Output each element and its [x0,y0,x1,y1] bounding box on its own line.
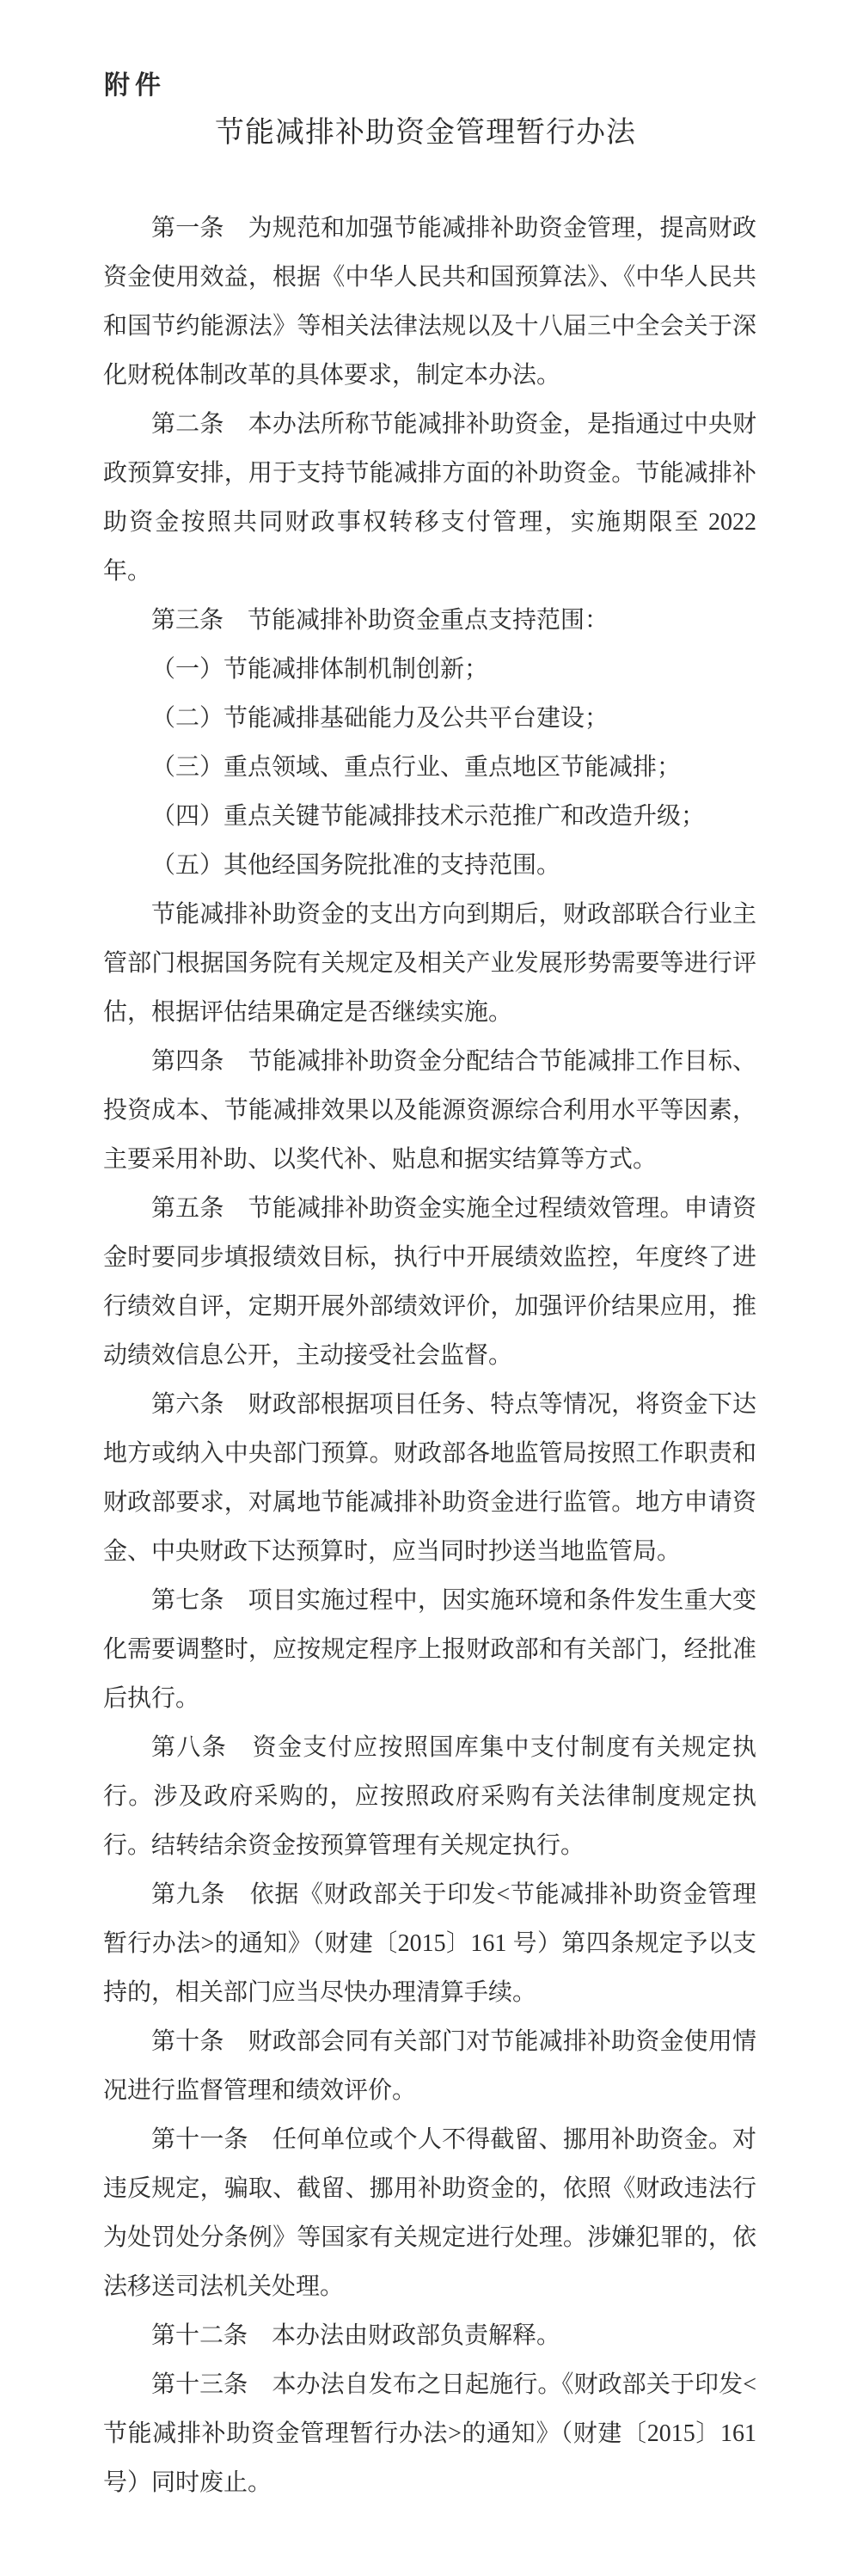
doc-paragraph-item-5: （五）其他经国务院批准的支持范围。 [151,852,561,879]
doc-paragraph-item-4: （四）重点关键节能减排技术示范推广和改造升级； [151,803,706,830]
doc-paragraph-article-3-cont: 节能减排补助资金的支出方向到期后，财政部联合行业主管部门根据国务院有关规定及相关产业发展形势需要等进行评估，根据评估结果确定是否继续实施。 [103,901,756,1026]
doc-paragraph-article-5: 第五条 节能减排补助资金实施全过程绩效管理。申请资金时要同步填报绩效目标，执行中开展绩效监控，年度终了进行绩效自评，定期开展外部绩效评价，加强评价结果应用，推动绩效信息公开，主动接受社会监督。 [103,1195,756,1369]
doc-paragraph-article-9: 第九条 依据《财政部关于印发<节能减排补助资金管理暂行办法>的通知》（财建〔2015〕161 号）第四条规定予以支持的，相关部门应当尽快办理清算手续。 [103,1881,756,2006]
document-body [103,204,756,2507]
doc-paragraph-item-2: （二）节能减排基础能力及公共平台建设； [151,705,609,732]
attachment-label: 附件 [104,71,166,100]
doc-paragraph-article-2: 第二条 本办法所称节能减排补助资金，是指通过中央财政预算安排，用于支持节能减排方面的补助资金。节能减排补助资金按照共同财政事权转移支付管理，实施期限至 2022 年。 [103,411,756,585]
doc-paragraph-article-8: 第八条 资金支付应按照国库集中支付制度有关规定执行。涉及政府采购的，应按照政府采购有关法律制度规定执行。结转结余资金按预算管理有关规定执行。 [103,1734,756,1859]
doc-paragraph-article-13: 第十三条 本办法自发布之日起施行。《财政部关于印发<节能减排补助资金管理暂行办法>的通知》（财建〔2015〕161 号）同时废止。 [103,2371,756,2496]
doc-paragraph-article-10: 第十条 财政部会同有关部门对节能减排补助资金使用情况进行监督管理和绩效评价。 [103,2028,756,2104]
doc-paragraph-article-4: 第四条 节能减排补助资金分配结合节能减排工作目标、投资成本、节能减排效果以及能源资源综合利用水平等因素，主要采用补助、以奖代补、贴息和据实结算等方式。 [103,1048,756,1173]
document-title: 节能减排补助资金管理暂行办法 [215,117,636,149]
doc-paragraph-article-6: 第六条 财政部根据项目任务、特点等情况，将资金下达地方或纳入中央部门预算。财政部各地监管局按照工作职责和财政部要求，对属地节能减排补助资金进行监管。地方申请资金、中央财政下达预算时，应当同时抄送当地监管局。 [103,1391,756,1565]
doc-paragraph-article-1: 第一条 为规范和加强节能减排补助资金管理，提高财政资金使用效益，根据《中华人民共和国预算法》、《中华人民共和国节约能源法》等相关法律法规以及十八届三中全会关于深化财税体制改革的具体要求，制定本办法。 [103,215,756,389]
doc-paragraph-article-3: 第三条 节能减排补助资金重点支持范围： [151,607,609,634]
doc-paragraph-article-12: 第十二条 本办法由财政部负责解释。 [151,2322,561,2349]
doc-paragraph-item-1: （一）节能减排体制机制创新； [151,656,489,683]
doc-paragraph-article-11: 第十一条 任何单位或个人不得截留、挪用补助资金。对违反规定，骗取、截留、挪用补助资金的，依照《财政违法行为处罚处分条例》等国家有关规定进行处理。涉嫌犯罪的，依法移送司法机关处理。 [103,2126,756,2300]
doc-paragraph-article-7: 第七条 项目实施过程中，因实施环境和条件发生重大变化需要调整时，应按规定程序上报财政部和有关部门，经批准后执行。 [103,1587,756,1712]
doc-paragraph-item-3: （三）重点领域、重点行业、重点地区节能减排； [151,754,682,781]
